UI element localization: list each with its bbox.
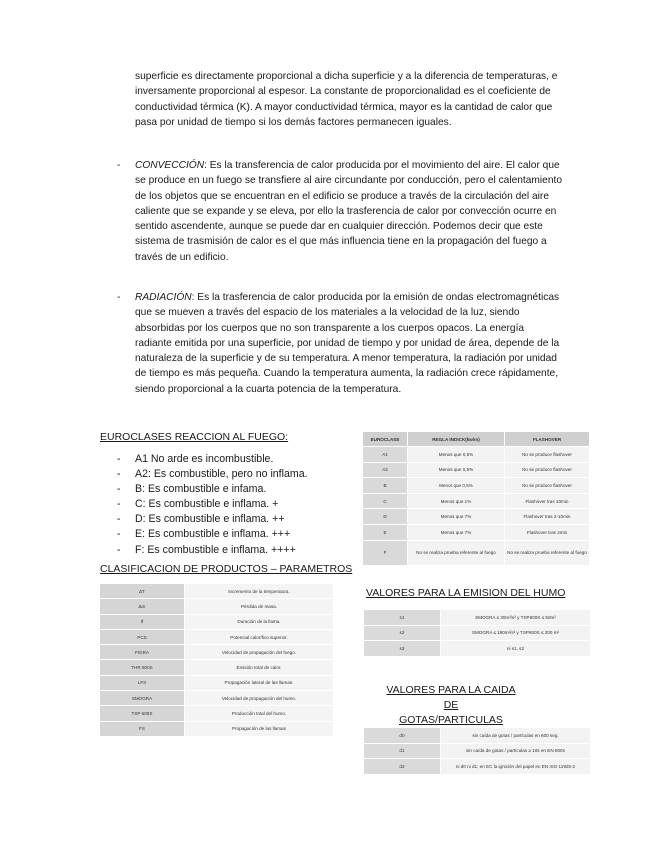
table-row: PCS Potencial calorífico superior. <box>100 629 334 644</box>
table-row: E Menos que 7% Flashover tras 2min <box>363 524 590 540</box>
table-row: A2 Menos que 0,5% No se produce flashover <box>363 462 590 478</box>
table-row: s1 SMOGRA ≤ 30m²/s² y TSP600S ≤ 50m² <box>364 610 591 626</box>
convection-text: : Es la transferencia de calor producida por el movimiento del aire. El calor que se produce en un fuego se transfiere al aire circundante por conducción, pero el calentamiento de los objetos que se encuentran en el edificio se produce a través de la circulación del aire caliente que se expande y se eleva, por ello la trasferencia de calor por convección ocurre en sentido ascendente, aunque se puede dar en cualquier dirección. Podemos decir que este sistema de trasmisión de calor es el que más influencia tiene en la propagación del fuego a través de un edificio. <box>135 160 563 263</box>
table-row: s2 SMOGRA ≤ 180m²/s² y TSP600S ≤ 200 m² <box>364 625 591 641</box>
radiation-term: RADIACIÓN <box>135 292 192 303</box>
list-item: - E: Es combustible e inflama. +++ <box>117 528 291 541</box>
table-row: d0 sin caída de gotas / partículas en 600 seg. <box>364 728 591 744</box>
table-header: FLASHOVER <box>505 432 590 447</box>
table-header-row <box>363 432 590 447</box>
table-row: F No se realiza prueba referente al fuego No se realiza prueba referente al fuego <box>363 540 590 565</box>
list-item: - D: Es combustible e inflama. ++ <box>117 513 285 526</box>
conduction-paragraph: superficie es directamente proporcional a dicha superficie y a la diferencia de temperaturas, e inversamente proporcional al espesor. La constante de proporcionalidad es el coeficiente de conductividad térmica (K). A mayor conductividad térmica, mayor es la cantidad de calor que pasa por unidad de tiempo si los demás factores permanecen iguales. <box>135 71 558 128</box>
table-row: D Menos que 7% Flashover tras 2-10min <box>363 509 590 525</box>
list-item: - A1 No arde es incombustible. <box>117 453 274 465</box>
convection-term: CONVECCIÓN <box>135 160 205 171</box>
euroclases-list <box>117 452 308 558</box>
table-row: B Menor que 0,5% No se produce flashover <box>363 478 590 494</box>
list-item: - C: Es combustible e inflama. + <box>117 498 279 511</box>
table-row: C Menos que 1% Flashover tras 10min <box>363 493 590 509</box>
euroclases-heading: EUROCLASES REACCION AL FUEGO: <box>100 431 289 443</box>
radiation-paragraph <box>135 290 563 397</box>
table-row: d1 sin caída de gotas / partículas ≥ 10s en EN 600s <box>364 743 591 759</box>
radiation-bullet: - <box>117 292 121 303</box>
gotas-table <box>363 727 591 775</box>
list-item: - B: Es combustible e infama. <box>117 483 267 496</box>
table-row: THR 600S Emisión total de calor. <box>100 660 334 675</box>
table-row: tf Duración de la llama. <box>100 614 334 629</box>
table-row: SMOGRA Velocidad de propagación del humo. <box>100 691 334 706</box>
gotas-heading: VALORES PARA LA CAIDA DE GOTAS/PARTICULAS <box>386 684 516 726</box>
table-header: REGLA INDICK(kw/m) <box>408 432 505 447</box>
productos-heading: CLASIFICACION DE PRODUCTOS – PARAMETROS <box>100 563 353 575</box>
humo-table <box>363 609 591 657</box>
list-item: - F: Es combustible e inflama. ++++ <box>117 543 296 556</box>
convection-paragraph <box>135 158 563 265</box>
table-row: TSP 600S Producción total del humo. <box>100 706 334 721</box>
productos-table <box>99 583 334 737</box>
list-item: - A2: Es combustible, pero no inflama. <box>117 468 308 481</box>
table-row: s3 ni s1, s2 <box>364 641 591 657</box>
euroclases-table <box>362 431 590 566</box>
table-row: FS Propagación de las llamas <box>100 721 334 736</box>
table-header: EUROCLASE <box>363 432 408 447</box>
table-row: A1 Menos que 0,5% No se produce flashover <box>363 447 590 463</box>
table-row: d2 ni d0 ni d1; en EC la ignición del papel en EN ISO 11925-2 <box>364 759 591 775</box>
table-row: ∆m Pérdida de masa. <box>100 599 334 614</box>
table-row: LFS Propagación lateral de las llamas. <box>100 675 334 690</box>
humo-heading: VALORES PARA LA EMISION DEL HUMO <box>366 587 566 599</box>
table-row: ∆T Incremento de la temperatura. <box>100 584 334 599</box>
radiation-text: : Es la trasferencia de calor producida por la emisión de ondas electromagnéticas que se mueven a través del espacio de los materiales a la velocidad de la luz, siendo absorbidas por los cuerpos que no son transparente a los cuerpos opacos. La energía radiante emitida por una superficie, por unidad de tiempo y por unidad de área, depende de la naturaleza de la superficie y de su temperatura. A menor temperatura, la radiación por unidad de tiempo es más pequeña. Cuando la temperatura aumenta, la radiación crece rápidamente, siendo proporcional a la cuarta potencia de la temperatura. <box>135 292 560 395</box>
table-row: FIGRA Velocidad de propagación del fuego. <box>100 645 334 660</box>
convection-bullet: - <box>117 160 121 171</box>
